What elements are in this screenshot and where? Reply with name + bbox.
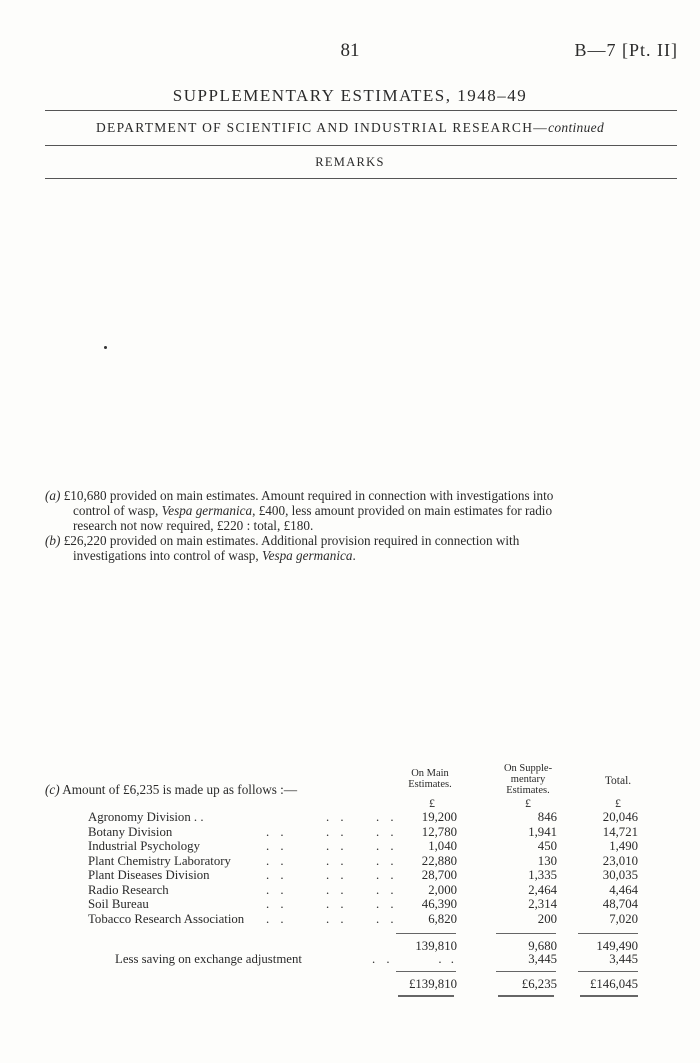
subtotal-rule-total (578, 933, 638, 934)
note-a-tag: (a) (45, 488, 61, 503)
subtotal-supp: 9,680 (528, 939, 557, 953)
document-reference: B—7 [Pt. II] (574, 40, 678, 60)
column-header-main-line-2: Estimates. (408, 779, 452, 790)
department-heading (0, 120, 700, 136)
total-rule-supp (496, 971, 556, 972)
column-header-supp-line-3: Estimates. (506, 785, 550, 796)
note-b-tag: (b) (45, 533, 61, 548)
column-header-supp-line-2: mentary (510, 774, 546, 785)
subtotal-main: 139,810 (415, 939, 457, 953)
row-label: Plant Chemistry Laboratory (88, 853, 231, 868)
row-leader: . . (326, 853, 348, 868)
row-label: Tobacco Research Association (88, 911, 245, 926)
row-label: Industrial Psychology (88, 839, 200, 853)
row-leader: . . (266, 882, 288, 897)
row-leader: . . (266, 911, 288, 926)
row-total: 20,046 (602, 810, 638, 824)
row-main-estimate: 12,780 (421, 824, 457, 839)
row-total: 14,721 (602, 824, 638, 839)
section-heading: REMARKS (315, 155, 385, 169)
row-leader: . . (376, 839, 398, 853)
row-label: Soil Bureau (88, 897, 149, 911)
row-label: Radio Research (88, 882, 169, 897)
row-total: 4,464 (609, 882, 638, 897)
note-b-text-2a: investigations into control of wasp, (73, 548, 262, 563)
row-leader: . . (326, 824, 348, 839)
adjustment-main: . . (438, 952, 457, 966)
row-leader: . . (266, 839, 288, 853)
row-supplementary-estimate: 1,335 (528, 868, 557, 882)
row-label: Plant Diseases Division (88, 868, 210, 882)
row-leader: . . (266, 868, 288, 882)
note-a-text-2a: control of wasp, (73, 503, 162, 518)
row-total: 7,020 (609, 911, 638, 926)
section-rule (45, 178, 677, 179)
subtotal-rule-main (396, 933, 456, 934)
adjustment-leader: . . (372, 952, 394, 966)
column-header-total-line-1: Total. (604, 775, 632, 787)
row-total: 23,010 (602, 853, 638, 868)
row-leader: . . (376, 853, 398, 868)
row-leader: . . (326, 882, 348, 897)
row-leader: . . (326, 839, 348, 853)
note-b-text-2b: . (352, 548, 356, 563)
row-leader: . . (326, 810, 348, 824)
row-supplementary-estimate: 2,314 (528, 897, 557, 911)
row-supplementary-estimate: 200 (537, 911, 557, 926)
page-number: 81 (340, 40, 360, 61)
total-rule-total (578, 971, 638, 972)
row-main-estimate: 22,880 (421, 853, 457, 868)
note-a-text-1: £10,680 provided on main estimates. Amount required in connection with investigations into (63, 488, 554, 503)
row-main-estimate: 46,390 (421, 897, 457, 911)
department-rule (45, 145, 677, 146)
row-leader: . . (376, 868, 398, 882)
row-label: Botany Division (88, 824, 173, 839)
row-total: 1,490 (609, 839, 638, 853)
row-leader: . . (266, 897, 288, 911)
currency-total: £ (615, 796, 621, 810)
note-b-text-1: £26,220 provided on main estimates. Additional provision required in connection with (63, 533, 520, 548)
row-supplementary-estimate: 846 (537, 810, 557, 824)
grand-total-total: £146,045 (590, 977, 638, 991)
adjustment-label: Less saving on exchange adjustment (115, 952, 302, 966)
row-main-estimate: 6,820 (428, 911, 457, 926)
row-supplementary-estimate: 2,464 (528, 882, 557, 897)
print-speck (104, 346, 107, 349)
row-main-estimate: 19,200 (421, 810, 457, 824)
row-leader: . . (266, 824, 288, 839)
grand-total-main: £139,810 (409, 977, 457, 991)
currency-supp: £ (525, 796, 531, 810)
note-a (45, 488, 678, 533)
double-rule-supp (498, 995, 554, 997)
note-a-text-2b: , £400, less amount provided on main estimates for radio (252, 503, 553, 518)
total-rule-main (396, 971, 456, 972)
row-leader: . . (326, 897, 348, 911)
currency-main: £ (429, 796, 435, 810)
table-lead-tag: (c) (45, 782, 60, 797)
note-a-line-3: research not now required, £220 : total, £180. (73, 518, 314, 533)
page-title: SUPPLEMENTARY ESTIMATES, 1948–49 (172, 86, 528, 105)
adjustment-total: 3,445 (609, 952, 638, 966)
row-supplementary-estimate: 130 (537, 853, 557, 868)
column-header-total (588, 776, 648, 787)
note-a-line-1 (45, 488, 678, 503)
column-header-main (395, 768, 465, 790)
row-label: Agronomy Division . . (88, 810, 204, 824)
double-rule-total (580, 995, 638, 997)
table-lead-text: Amount of £6,235 is made up as follows :— (62, 782, 298, 797)
row-leader: . . (376, 897, 398, 911)
row-leader: . . (376, 882, 398, 897)
row-main-estimate: 2,000 (428, 882, 457, 897)
note-b-species: Vespa germanica (262, 548, 353, 563)
column-header-main-line-1: On Main (411, 768, 449, 779)
double-rule-main (398, 995, 454, 997)
column-header-supp-line-1: On Supple- (503, 763, 553, 774)
row-main-estimate: 28,700 (421, 868, 457, 882)
row-leader: . . (376, 810, 398, 824)
note-b-line-1 (45, 533, 678, 548)
row-leader: . . (376, 824, 398, 839)
row-total: 30,035 (602, 868, 638, 882)
department-name: DEPARTMENT OF SCIENTIFIC AND INDUSTRIAL RESEARCH— (96, 120, 549, 135)
adjustment-supp: 3,445 (528, 952, 557, 966)
department-suffix: continued (548, 120, 604, 135)
title-rule (45, 110, 677, 111)
subtotal-total: 149,490 (596, 939, 638, 953)
row-leader: . . (326, 911, 348, 926)
subtotal-rule-supp (496, 933, 556, 934)
note-a-line-2 (45, 503, 678, 518)
grand-total-supp: £6,235 (521, 977, 557, 991)
row-total: 48,704 (602, 897, 638, 911)
table-lead (45, 782, 297, 798)
row-supplementary-estimate: 1,941 (528, 824, 557, 839)
note-b-line-2 (45, 548, 678, 563)
row-leader: . . (326, 868, 348, 882)
row-leader: . . (376, 911, 398, 926)
row-main-estimate: 1,040 (428, 839, 457, 853)
row-supplementary-estimate: 450 (537, 839, 557, 853)
note-b (45, 533, 678, 563)
note-a-species: Vespa germanica (161, 503, 253, 518)
column-header-supplementary (488, 763, 568, 796)
row-leader: . . (266, 853, 288, 868)
